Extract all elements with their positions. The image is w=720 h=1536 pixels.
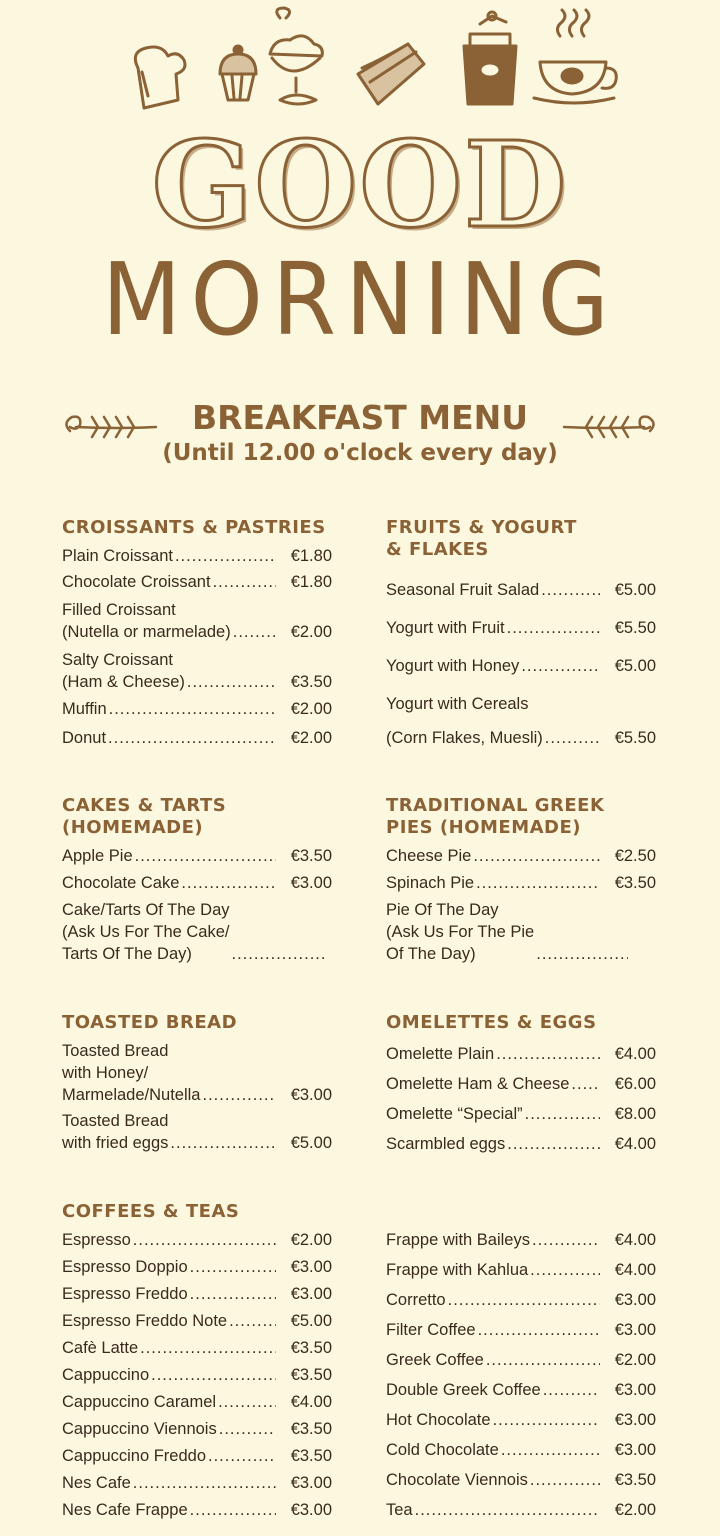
leader-dots	[486, 1349, 600, 1371]
leader-dots	[170, 1132, 276, 1154]
item-price: €3.50	[290, 847, 332, 865]
item-name: Cheese Pie	[386, 847, 472, 865]
menu-item	[386, 693, 656, 715]
leader-dots	[507, 1133, 600, 1155]
item-name: Spinach Pie	[386, 874, 475, 892]
item-name: Espresso Freddo Note	[62, 1312, 228, 1330]
item-price: €3.50	[614, 1471, 656, 1489]
menu-item	[62, 1310, 332, 1332]
leader-dots	[536, 943, 628, 965]
item-price: €2.00	[290, 729, 332, 747]
menu-item	[62, 872, 332, 894]
item-price: €6.00	[614, 1075, 656, 1093]
leader-dots	[108, 727, 276, 749]
item-name: Cafè Latte	[62, 1339, 139, 1357]
leader-dots	[140, 1337, 276, 1359]
section-title: CAKES & TARTS	[62, 795, 227, 816]
leader-dots	[478, 1319, 600, 1341]
item-price: €4.00	[290, 1393, 332, 1411]
leader-dots	[202, 1084, 276, 1106]
item-price: €3.50	[290, 1366, 332, 1384]
menu-item	[62, 1418, 332, 1440]
item-price: €2.00	[290, 1231, 332, 1249]
item-name: Yogurt with Cereals	[386, 695, 529, 713]
item-name: Chocolate Viennois	[386, 1471, 528, 1489]
coffee-cup-icon	[534, 10, 616, 103]
leader-dots	[473, 845, 600, 867]
item-price: €3.50	[290, 1420, 332, 1438]
menu-item	[386, 899, 656, 965]
item-price: €2.00	[290, 700, 332, 718]
item-price: €8.00	[614, 1105, 656, 1123]
item-price: €3.00	[614, 1381, 656, 1399]
leader-dots	[151, 1364, 276, 1386]
item-price: €3.00	[290, 1285, 332, 1303]
menu-item	[386, 1439, 656, 1461]
menu-item	[386, 845, 656, 867]
item-price: €3.00	[290, 874, 332, 892]
item-price: €2.00	[290, 623, 332, 641]
leader-dots	[190, 1283, 276, 1305]
item-price: €1.80	[290, 547, 332, 565]
item-name: Salty Croissant (Ham & Cheese)	[62, 651, 185, 691]
menu-subtitle: (Until 12.00 o'clock every day)	[162, 440, 558, 466]
menu-item	[62, 899, 332, 965]
leader-dots	[525, 1103, 600, 1125]
menu-item	[386, 1379, 656, 1401]
menu-item	[62, 1499, 332, 1521]
item-price: €4.00	[614, 1135, 656, 1153]
item-name: (Corn Flakes, Muesli)	[386, 729, 543, 747]
item-name: Donut	[62, 729, 107, 747]
muffin-icon	[220, 46, 256, 100]
item-name: Hot Chocolate	[386, 1411, 491, 1429]
menu-item	[386, 727, 656, 749]
item-name: Double Greek Coffee	[386, 1381, 541, 1399]
item-name: Yogurt with Fruit	[386, 619, 505, 637]
section-title: FRUITS & YOGURT	[386, 517, 577, 538]
leader-dots	[507, 617, 600, 639]
item-name: Nes Cafe	[62, 1474, 131, 1492]
menu-item	[386, 1409, 656, 1431]
menu-item	[62, 1337, 332, 1359]
section-toasted-bread	[62, 1012, 334, 1152]
section-omelettes-eggs	[386, 1012, 658, 1153]
leader-dots	[448, 1289, 600, 1311]
item-name: Filter Coffee	[386, 1321, 476, 1339]
item-price: €3.00	[614, 1411, 656, 1429]
leader-dots	[109, 698, 276, 720]
menu-item	[62, 1283, 332, 1305]
menu-item	[62, 1472, 332, 1494]
item-name: Tea	[386, 1501, 413, 1519]
leader-dots	[545, 727, 600, 749]
item-price: €5.00	[290, 1312, 332, 1330]
leader-dots	[213, 571, 276, 593]
menu-item	[62, 571, 332, 593]
menu-item	[62, 599, 332, 643]
item-name: Muffin	[62, 700, 107, 718]
item-price: €3.00	[290, 1086, 332, 1104]
leader-dots	[530, 1259, 600, 1281]
section-cakes-tarts	[62, 795, 334, 963]
menu-item	[386, 1043, 656, 1065]
item-price: €5.00	[614, 581, 656, 599]
menu-item	[62, 1364, 332, 1386]
menu-item	[62, 1229, 332, 1251]
menu-item	[386, 1229, 656, 1251]
item-price: €5.00	[614, 657, 656, 675]
item-price: €4.00	[614, 1231, 656, 1249]
menu-item	[62, 845, 332, 867]
menu-item	[386, 1259, 656, 1281]
section-title: CROISSANTS & PASTRIES	[62, 517, 326, 538]
item-name: Frappe with Baileys	[386, 1231, 530, 1249]
menu-item	[386, 1073, 656, 1095]
item-price: €3.00	[290, 1258, 332, 1276]
section-fruits-yogurt	[386, 517, 658, 747]
section-title: OMELETTES & EGGS	[386, 1012, 597, 1033]
section-coffees-teas	[62, 1201, 334, 1519]
cake-slice-icon	[358, 44, 424, 104]
item-price: €5.50	[614, 729, 656, 747]
leader-dots	[415, 1499, 600, 1521]
leader-dots	[493, 1409, 600, 1431]
leader-dots	[229, 1310, 276, 1332]
leader-dots	[133, 1229, 276, 1251]
menu-item	[62, 698, 332, 720]
item-name: Omelette Plain	[386, 1045, 495, 1063]
section-title: COFFEES & TEAS	[62, 1201, 240, 1222]
item-name: Frappe with Kahlua	[386, 1261, 529, 1279]
section-title-line2: PIES (HOMEMADE)	[386, 817, 582, 838]
item-price: €3.50	[290, 1339, 332, 1357]
item-name: Cappuccino Freddo	[62, 1447, 207, 1465]
item-name: Cappuccino Viennois	[62, 1420, 217, 1438]
leader-dots	[232, 943, 324, 965]
item-name: Toasted Bread with fried eggs	[62, 1112, 169, 1152]
section-title-line2: & FLAKES	[386, 539, 489, 560]
leader-dots	[133, 1472, 276, 1494]
leader-dots	[190, 1499, 276, 1521]
leader-dots	[501, 1439, 600, 1461]
menu-title: BREAKFAST MENU	[191, 398, 529, 437]
item-name: Toasted Bread with Honey/ Marmelade/Nutella	[62, 1042, 201, 1104]
leader-dots	[543, 1379, 600, 1401]
section-croissants	[62, 517, 334, 747]
item-price: €5.00	[290, 1134, 332, 1152]
item-price: €4.00	[614, 1261, 656, 1279]
coffee-grinder-icon	[464, 12, 516, 104]
menu-item	[62, 727, 332, 749]
breakfast-icons-row	[120, 6, 620, 116]
menu-item	[62, 545, 332, 567]
item-name: Cold Chocolate	[386, 1441, 499, 1459]
item-name: Seasonal Fruit Salad	[386, 581, 540, 599]
item-name: Espresso Freddo	[62, 1285, 188, 1303]
leader-dots	[571, 1073, 600, 1095]
item-name: Cake/Tarts Of The Day (Ask Us For The Cake/ Tarts Of The Day)	[62, 901, 230, 963]
menu-item	[62, 1256, 332, 1278]
item-name: Pie Of The Day (Ask Us For The Pie Of The Day)	[386, 901, 535, 963]
leader-dots	[476, 872, 600, 894]
item-name: Apple Pie	[62, 847, 133, 865]
menu-item	[62, 1110, 332, 1154]
item-name: Plain Croissant	[62, 547, 173, 565]
menu-item	[386, 1469, 656, 1491]
leader-dots	[175, 545, 276, 567]
menu-item	[386, 1103, 656, 1125]
leader-dots	[190, 1256, 276, 1278]
menu-item	[386, 617, 656, 639]
leader-dots	[530, 1469, 600, 1491]
leader-dots	[219, 1418, 276, 1440]
item-price: €4.00	[614, 1045, 656, 1063]
leader-dots	[541, 579, 600, 601]
dessert-cup-icon	[270, 8, 322, 104]
title-morning: MORNING	[101, 241, 619, 358]
leader-dots	[233, 621, 276, 643]
section-title: TOASTED BREAD	[62, 1012, 238, 1033]
item-name: Chocolate Croissant	[62, 573, 211, 591]
item-price: €3.50	[614, 874, 656, 892]
leader-dots	[218, 1391, 276, 1413]
leader-dots	[496, 1043, 600, 1065]
item-price: €3.50	[290, 1447, 332, 1465]
item-name: Omelette “Special”	[386, 1105, 523, 1123]
item-name: Filled Croissant (Nutella or marmelade)	[62, 601, 231, 641]
item-name: Cappuccino Caramel	[62, 1393, 217, 1411]
item-price: €1.80	[290, 573, 332, 591]
item-price: €3.00	[614, 1291, 656, 1309]
item-name: Omelette Ham & Cheese	[386, 1075, 570, 1093]
item-name: Greek Coffee	[386, 1351, 484, 1369]
item-name: Corretto	[386, 1291, 446, 1309]
item-price: €3.00	[614, 1441, 656, 1459]
item-name: Nes Cafe Frappe	[62, 1501, 188, 1519]
section-title: TRADITIONAL GREEK	[386, 795, 605, 816]
menu-item	[386, 872, 656, 894]
leader-dots	[532, 1229, 600, 1251]
leader-dots	[521, 655, 600, 677]
item-price: €3.00	[290, 1474, 332, 1492]
menu-item	[386, 1133, 656, 1155]
item-name: Espresso	[62, 1231, 131, 1249]
section-greek-pies	[386, 795, 658, 963]
leader-dots	[187, 671, 276, 693]
toast-icon	[135, 47, 185, 108]
menu-item	[62, 1040, 332, 1106]
menu-item	[386, 1319, 656, 1341]
leader-dots	[208, 1445, 276, 1467]
menu-item	[62, 1391, 332, 1413]
menu-item	[62, 649, 332, 693]
title-good: GOOD	[151, 115, 569, 254]
item-price: €3.50	[290, 673, 332, 691]
menu-item	[386, 579, 656, 601]
menu-item	[62, 1445, 332, 1467]
menu-item	[386, 1289, 656, 1311]
section-title-line2: (HOMEMADE)	[62, 817, 204, 838]
item-price: €3.00	[290, 1501, 332, 1519]
item-price: €5.50	[614, 619, 656, 637]
item-name: Cappuccino	[62, 1366, 150, 1384]
item-name: Chocolate Cake	[62, 874, 180, 892]
item-name: Yogurt with Honey	[386, 657, 520, 675]
item-name: Scarmbled eggs	[386, 1135, 506, 1153]
menu-item	[386, 655, 656, 677]
menu-item	[386, 1349, 656, 1371]
item-price: €2.00	[614, 1501, 656, 1519]
leader-dots	[135, 845, 276, 867]
item-price: €2.50	[614, 847, 656, 865]
leader-dots	[181, 872, 276, 894]
item-price: €3.00	[614, 1321, 656, 1339]
item-price: €2.00	[614, 1351, 656, 1369]
item-name: Espresso Doppio	[62, 1258, 188, 1276]
menu-item	[386, 1499, 656, 1521]
